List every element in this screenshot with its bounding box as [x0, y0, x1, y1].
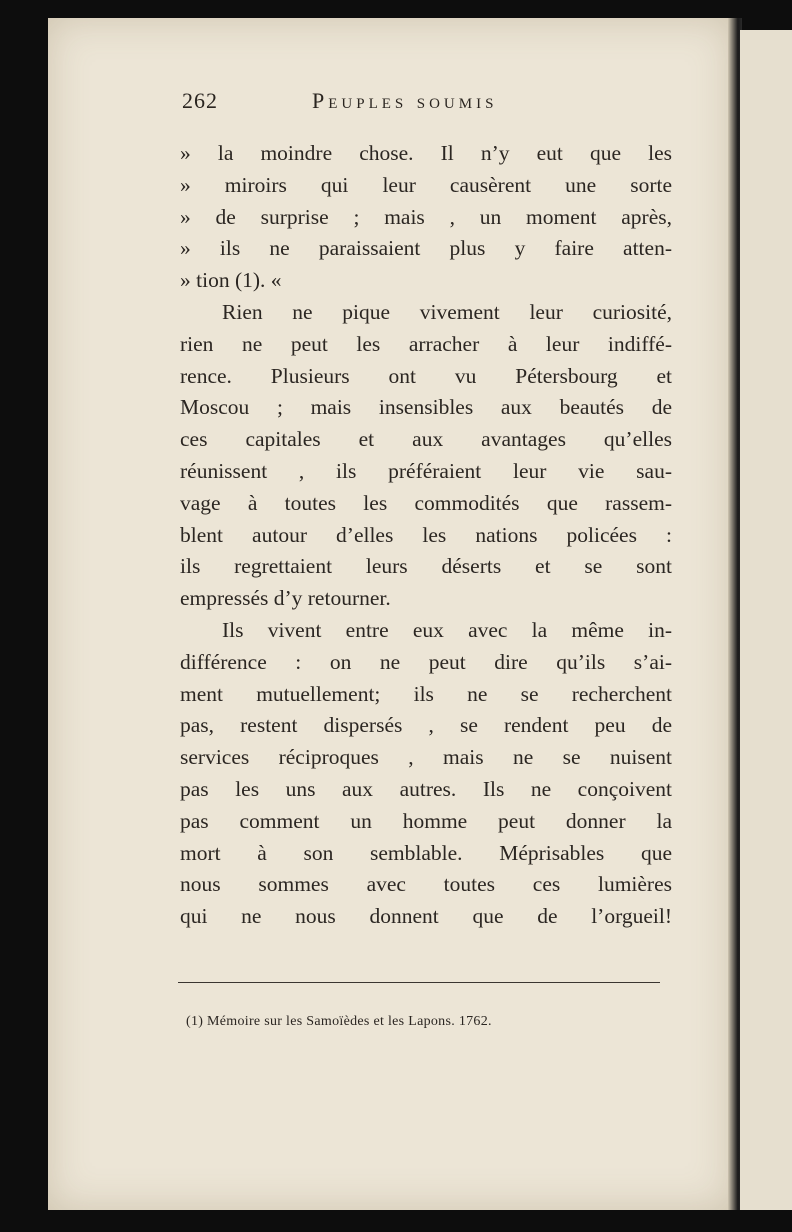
text-line: » la moindre chose. Il n’y eut que les	[180, 141, 672, 165]
text-line: pas, restent dispersés , se rendent peu de	[180, 713, 672, 738]
text-line: » tion (1). «	[180, 268, 282, 293]
text-line: qui ne nous donnent que de l’orgueil!	[180, 904, 672, 929]
facing-page-edge	[740, 30, 792, 1210]
text-line: services réciproques , mais ne se nuisent	[180, 745, 672, 770]
text-line: différence : on ne peut dire qu’ils s’ai-	[180, 649, 672, 674]
page-number: 262	[182, 88, 218, 113]
text-line: pas comment un homme peut donner la	[180, 808, 672, 833]
text-line: rien ne peut les arracher à leur indiffé-	[180, 331, 672, 356]
text-line: nous sommes avec toutes ces lumières	[180, 872, 672, 897]
text-line: Moscou ; mais insensibles aux beautés de	[180, 395, 672, 420]
text-line: réunissent , ils préféraient leur vie sau-	[180, 458, 672, 483]
paragraph-start-line: Ils vivent entre eux avec la même in-	[222, 617, 672, 642]
text-line: rence. Plusieurs ont vu Pétersbourg et	[180, 363, 672, 388]
text-line: empressés d’y retourner.	[180, 586, 391, 611]
text-line: ment mutuellement; ils ne se recherchent	[180, 681, 672, 706]
text-line: vage à toutes les commodités que rassem-	[180, 490, 672, 515]
text-line: ils regrettaient leurs déserts et se sont	[180, 554, 672, 579]
text-line: » ils ne paraissaient plus y faire atten-	[180, 236, 672, 261]
body-text	[180, 138, 672, 933]
text-line: pas les uns aux autres. Ils ne conçoivent	[180, 776, 672, 801]
text-line: » de surprise ; mais , un moment après,	[180, 204, 672, 229]
text-line: ces capitales et aux avantages qu’elles	[180, 427, 672, 452]
running-title: Peuples soumis	[312, 88, 498, 113]
text-line: mort à son semblable. Méprisables que	[180, 840, 672, 865]
text-line: blent autour d’elles les nations policées :	[180, 522, 672, 547]
footnote: (1) Mémoire sur les Samoïèdes et les Lapons. 1762.	[186, 1014, 492, 1029]
footnote-rule	[178, 982, 660, 983]
text-line: » miroirs qui leur causèrent une sorte	[180, 172, 672, 197]
paragraph-start-line: Rien ne pique vivement leur curiosité,	[222, 299, 672, 324]
